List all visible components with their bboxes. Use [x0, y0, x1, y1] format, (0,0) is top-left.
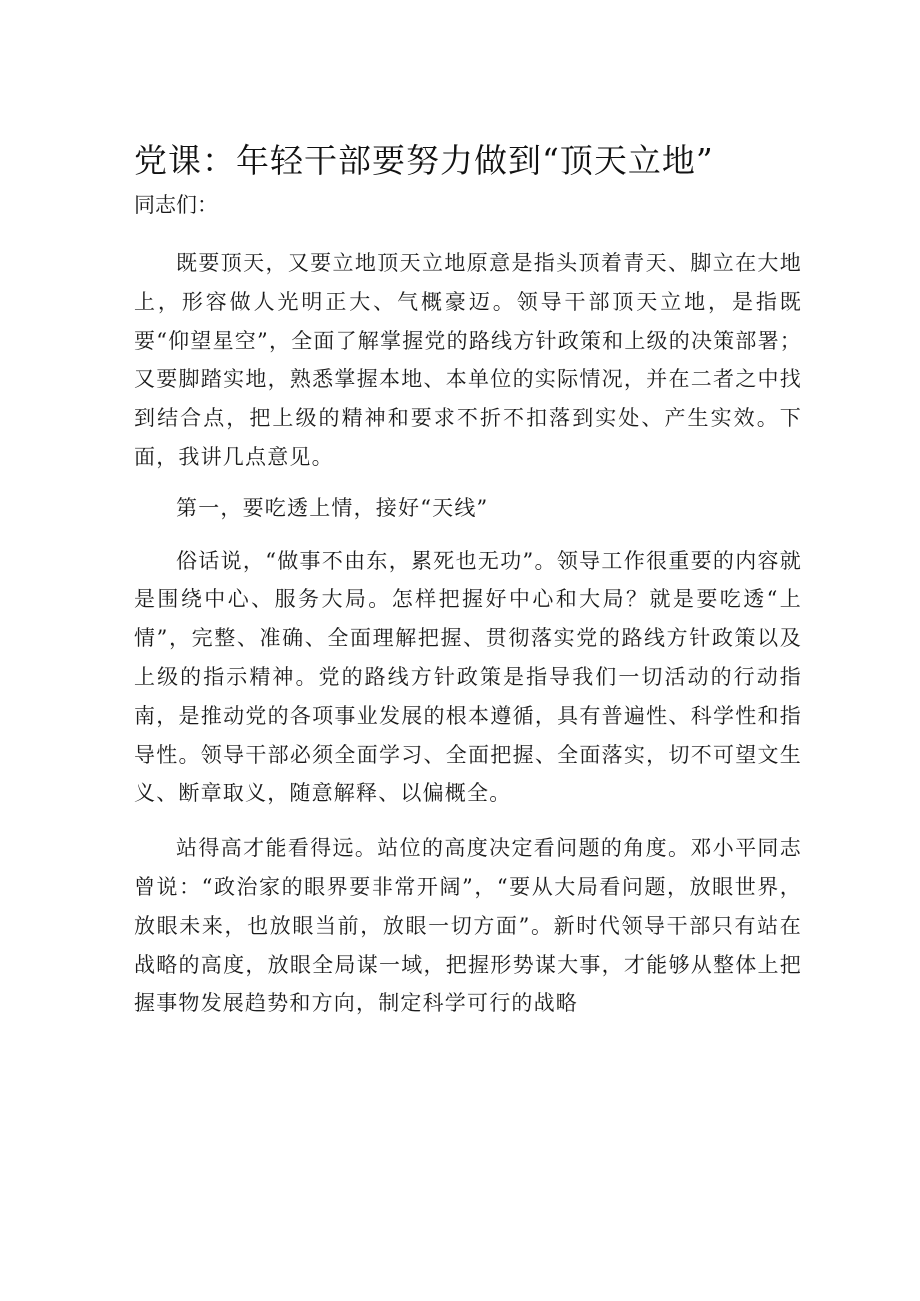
section-heading: 第一，要吃透上情，接好“天线” [176, 495, 489, 520]
body-paragraph: 俗话说，“做事不由东，累死也无功”。领导工作很重要的内容就是围绕中心、服务大局。怎样把握好中心和大局？就是要吃透“上情”，完整、准确、全面理解把握、贯彻落实党的路线方针政策以及上级的指示精神。党的路线方针政策是指导我们一切活动的行动指南，是推动党的各项事业发展的根本遵循，具有普遍性、科学性和指导性。领导干部必须全面学习、全面把握、全面落实，切不可望文生义、断章取义，随意解释、以偏概全。 [134, 548, 802, 806]
intro-paragraph: 既要顶天，又要立地顶天立地原意是指头顶着青天、脚立在大地上，形容做人光明正大、气概豪迈。领导干部顶天立地，是指既要“仰望星空”，全面了解掌握党的路线方针政策和上级的决策部署；又要脚踏实地，熟悉掌握本地、本单位的实际情况，并在二者之中找到结合点，把上级的精神和要求不折不扣落到实处、产生实效。下面，我讲几点意见。 [134, 251, 802, 469]
document-body [134, 138, 802, 1023]
salutation: 同志们： [134, 193, 218, 217]
document-title: 党课：年轻干部要努力做到“顶天立地” [134, 141, 714, 180]
body-paragraph: 站得高才能看得远。站位的高度决定看问题的角度。邓小平同志曾说：“政治家的眼界要非常开阔”，“要从大局看问题，放眼世界，放眼未来，也放眼当前，放眼一切方面”。新时代领导干部只有站在战略的高度，放眼全局谋一域，把握形势谋大事，才能够从整体上把握事物发展趋势和方向，制定科学可行的战略 [134, 836, 802, 1016]
